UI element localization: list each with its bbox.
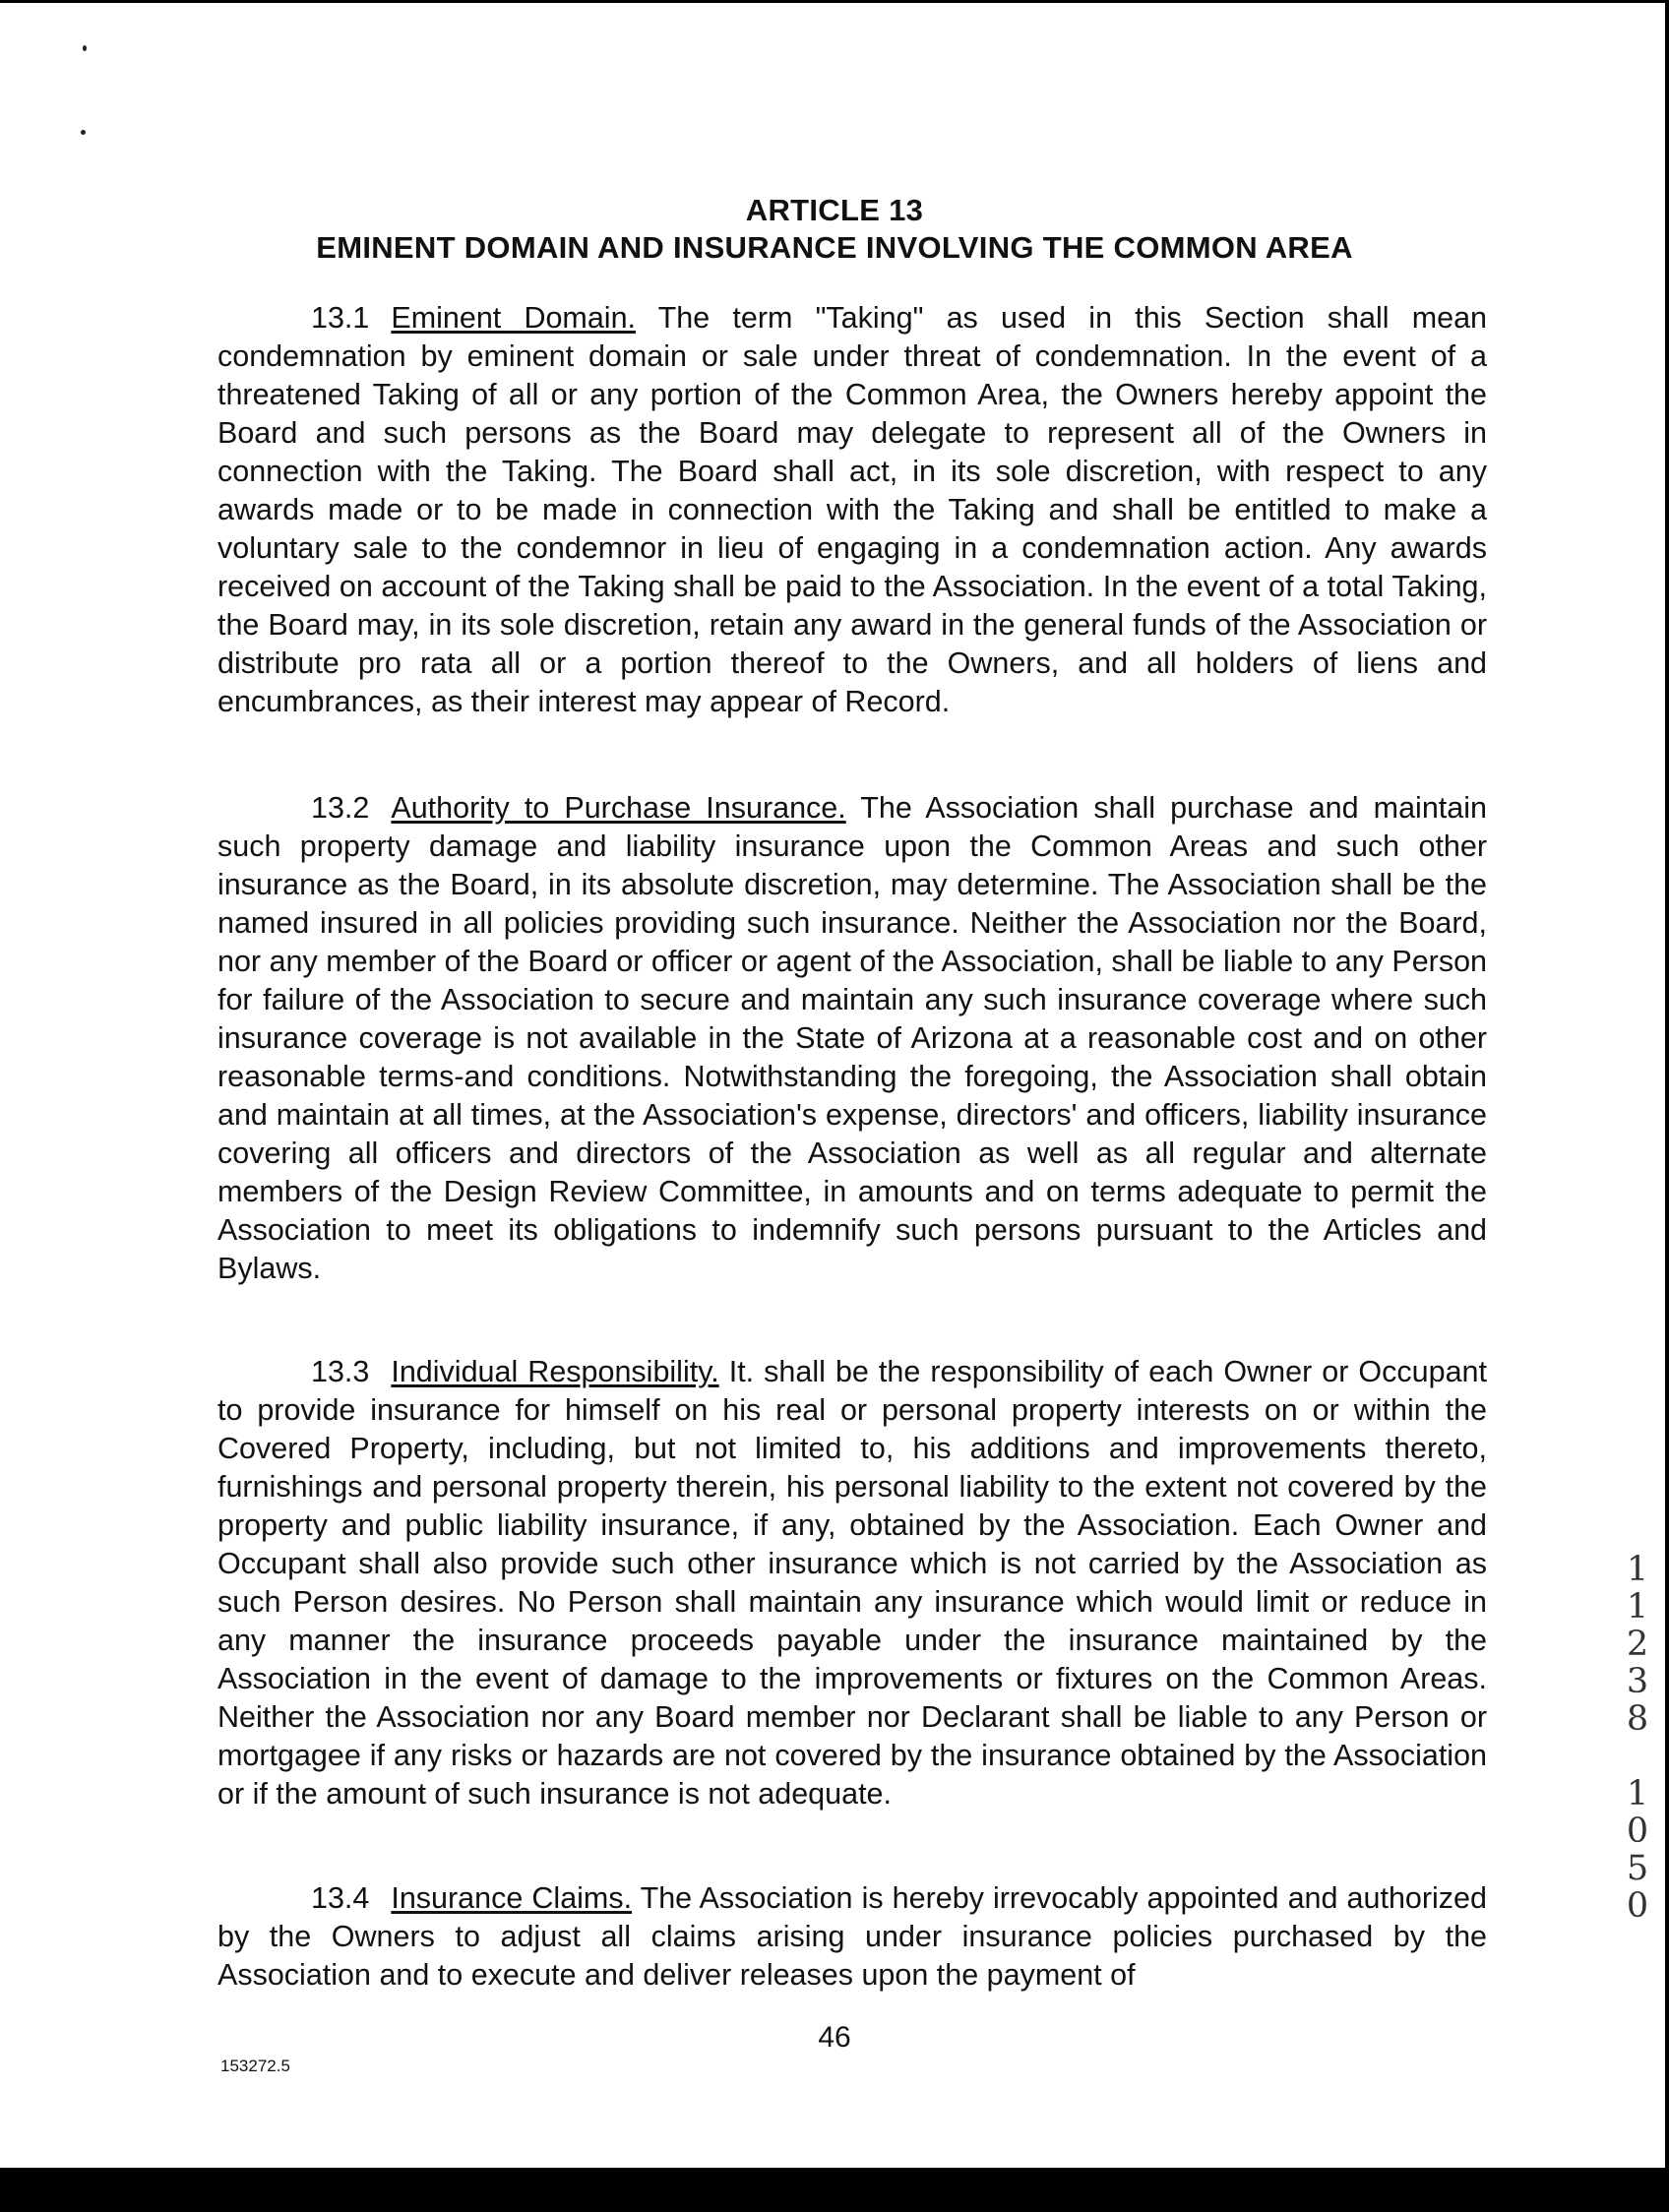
scan-border-right — [1665, 0, 1669, 2212]
section-number: 13.3 — [311, 1355, 370, 1388]
stamp-gap — [1618, 1738, 1657, 1775]
section-13-4 — [217, 1879, 1487, 1995]
page-number: 46 — [818, 2021, 851, 2054]
scan-border-top — [0, 0, 1669, 3]
stamp-char: 0 — [1626, 1812, 1649, 1851]
article-title: ARTICLE 13 — [745, 193, 924, 227]
section-number: 13.2 — [311, 791, 370, 825]
section-body: The term "Taking" as used in this Section shall mean condemnation by eminent domain or sale under threat of condemnation. In the event of a threatened Taking of all or any portion of the Common Area, the Owners hereby appoint the Board and such persons as the Board may delegate to represent all of the Owners in connection with the Taking. The Board shall act, in its sole discretion, with respect to any awards made or to be made in connection with the Taking and shall be entitled to make a voluntary sale to the condemnor in lieu of engaging in a condemnation action. Any awards received on account of the Taking shall be paid to the Association. In the event of a total Taking, the Board may, in its sole discretion, retain any award in the general funds of the Association or distribute pro rata all or a portion thereof to the Owners, and all holders of liens and encumbrances, as their interest may appear of Record. — [217, 301, 1487, 718]
section-number: 13.1 — [311, 301, 370, 335]
section-body: The Association shall purchase and maintain such property damage and liability insurance upon the Common Areas and such other insurance as the Board, in its absolute discretion, may determine. The Association shall be the named insured in all policies providing such insurance. Neither the Association nor the Board, nor any member of the Board or officer or agent of the Association, shall be liable to any Person for failure of the Association to secure and maintain any such insurance coverage where such insurance coverage is not available in the State of Arizona at a reasonable cost and on other reasonable terms-and conditions. Notwithstanding the foregoing, the Association shall obtain and maintain at all times, at the Association's expense, directors' and officers, liability insurance covering all officers and directors of the Association as well as all regular and alternate members of the Design Review Committee, in amounts and on terms adequate to permit the Association to meet its obligations to indemnify such persons pursuant to the Articles and Bylaws. — [217, 791, 1487, 1285]
stamp-char: 0 — [1626, 1886, 1649, 1926]
scan-speck — [83, 45, 87, 51]
stamp-char: 1 — [1626, 1587, 1649, 1627]
section-heading: Eminent Domain. — [391, 301, 637, 335]
stamp-char: 1 — [1626, 1774, 1649, 1813]
recording-number-stamp — [1618, 1551, 1657, 1925]
section-body: The Association is hereby irrevocably appointed and authorized by the Owners to adjust all claims arising under insurance policies purchased by the Association and to execute and deliver releases upon the payment of — [217, 1881, 1487, 1992]
stamp-char: 3 — [1626, 1662, 1649, 1701]
stamp-char: 1 — [1626, 1550, 1649, 1589]
section-13-3 — [217, 1353, 1487, 1813]
section-number: 13.4 — [311, 1881, 370, 1915]
section-body: It. shall be the responsibility of each Owner or Occupant to provide insurance for himself on his real or personal property interests on or within the Covered Property, including, but not limited to, his additions and improvements thereto, furnishings and personal property therein, his personal liability to the extent not covered by the property and public liability insurance, if any, obtained by the Association. Each Owner and Occupant shall also provide such other insurance which is not carried by the Association as such Person desires. No Person shall maintain any insurance which would limit or reduce in any manner the insurance proceeds payable under the insurance maintained by the Association in the event of damage to the improvements or fixtures on the Common Areas. Neither the Association nor any Board member nor Declarant shall be liable to any Person or mortgagee if any risks or hazards are not covered by the insurance obtained by the Association or if the amount of such insurance is not adequate. — [217, 1355, 1487, 1811]
section-heading: Insurance Claims. — [391, 1881, 633, 1915]
section-13-2 — [217, 789, 1487, 1288]
section-heading: Authority to Purchase Insurance. — [391, 791, 846, 825]
section-heading: Individual Responsibility. — [391, 1355, 719, 1388]
scan-border-bottom — [0, 2168, 1669, 2212]
stamp-char: 8 — [1626, 1699, 1649, 1739]
article-subtitle: EMINENT DOMAIN AND INSURANCE INVOLVING THE COMMON AREA — [316, 230, 1353, 265]
document-id: 153272.5 — [220, 2057, 290, 2075]
scan-speck — [81, 130, 86, 135]
stamp-char: 2 — [1626, 1625, 1649, 1664]
stamp-char: 5 — [1626, 1849, 1649, 1888]
section-13-1 — [217, 299, 1487, 721]
